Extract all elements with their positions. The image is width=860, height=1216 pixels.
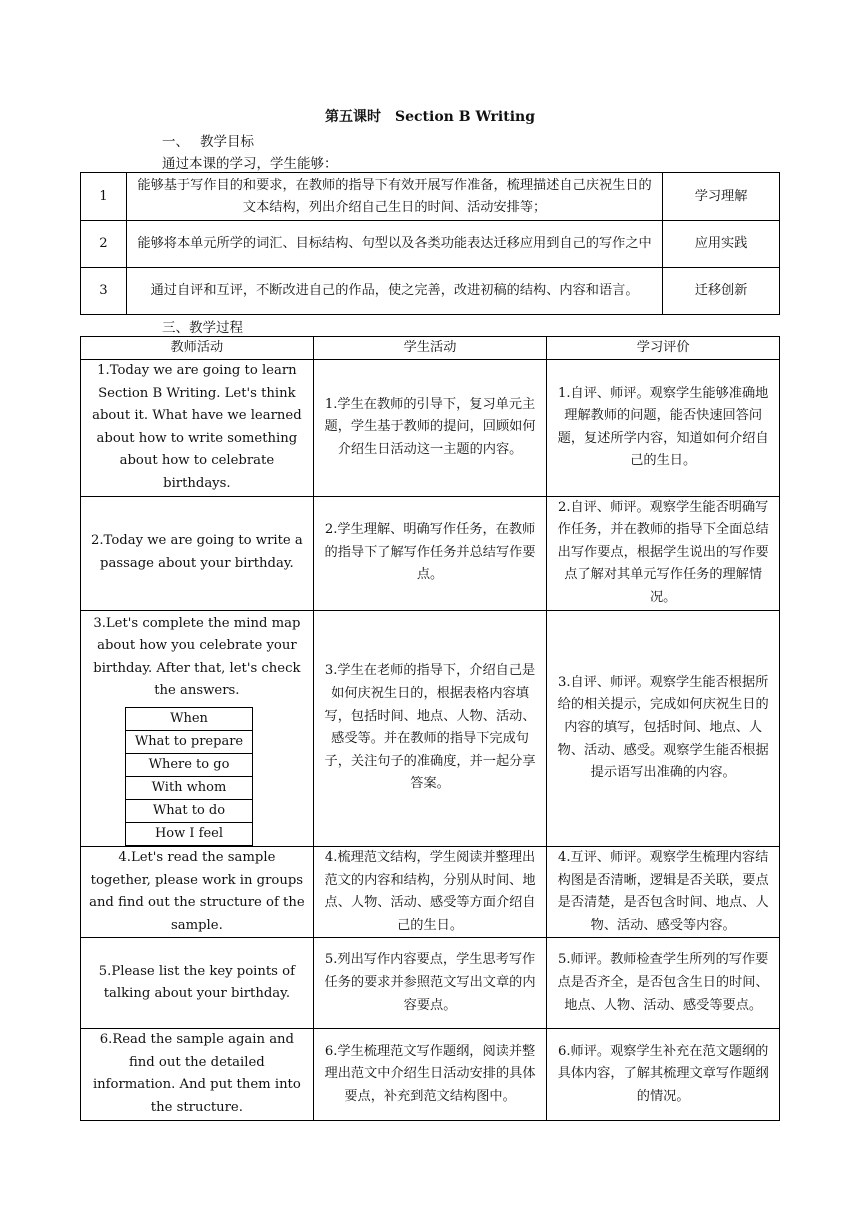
teacher-activity: 1.Today we are going to learn Section B Writing. Let's think about it. What have we learned about how to write something about how to celebrate birthdays. [81, 360, 314, 497]
section-number: 一、 [162, 134, 189, 150]
mind-map-row [126, 730, 253, 753]
goal-type: 应用实践 [663, 221, 780, 268]
goal-number: 2 [81, 221, 127, 268]
goals-table [80, 172, 780, 315]
learning-evaluation: 5.师评。教师检查学生所列的写作要点是否齐全，是否包含生日的时间、地点、人物、活动、感受等要点。 [547, 938, 780, 1029]
learning-evaluation: 4.互评、师评。观察学生梳理内容结构图是否清晰，逻辑是否关联，要点是否清楚，是否包含时间、地点、人物、活动、感受等内容。 [547, 846, 780, 937]
table-row [81, 1029, 780, 1120]
table-row [81, 846, 780, 937]
student-activity: 4.梳理范文结构，学生阅读并整理出范文的内容和结构，分别从时间、地点、人物、活动、感受等方面介绍自己的生日。 [313, 846, 547, 937]
teacher-activity [81, 610, 314, 846]
section-title: 教学目标 [200, 134, 254, 150]
table-row [81, 268, 780, 315]
mind-map-table [125, 707, 253, 846]
teacher-activity: 5.Please list the key points of talking about your birthday. [81, 938, 314, 1029]
goal-type: 迁移创新 [663, 268, 780, 315]
goal-type: 学习理解 [663, 173, 780, 221]
table-row [81, 938, 780, 1029]
student-activity: 3.学生在老师的指导下，介绍自己是如何庆祝生日的，根据表格内容填写，包括时间、地点、人物、活动、感受等。并在教师的指导下完成句子，关注句子的准确度，并一起分享答案。 [313, 610, 547, 846]
column-header: 学生活动 [313, 337, 547, 360]
table-row [81, 610, 780, 846]
table-row [81, 221, 780, 268]
table-row [81, 496, 780, 610]
table-row [81, 173, 780, 221]
mind-map-item: What to prepare [126, 730, 253, 753]
goal-text: 能够将本单元所学的词汇、目标结构、句型以及各类功能表达迁移应用到自己的写作之中 [126, 221, 662, 268]
mind-map-row [126, 799, 253, 822]
learning-evaluation: 3.自评、师评。观察学生能否根据所给的相关提示，完成如何庆祝生日的内容的填写，包括时间、地点、人物、活动、感受。观察学生能否根据提示语写出准确的内容。 [547, 610, 780, 846]
learning-evaluation: 6.师评。观察学生补充在范文题纲的具体内容，了解其梳理文章写作题纲的情况。 [547, 1029, 780, 1120]
table-header-row [81, 337, 780, 360]
process-table [80, 336, 780, 1121]
goal-text: 能够基于写作目的和要求，在教师的指导下有效开展写作准备，梳理描述自己庆祝生日的文本结构，列出介绍自己生日的时间、活动安排等； [126, 173, 662, 221]
mind-map-row [126, 753, 253, 776]
intro-text: 通过本课的学习，学生能够： [162, 156, 338, 172]
page-title: 第五课时 Section B Writing [325, 109, 535, 125]
learning-evaluation: 1.自评、师评。观察学生能够准确地理解教师的问题，能否快速回答问题，复述所学内容，知道如何介绍自己的生日。 [547, 360, 780, 497]
teacher-activity: 2.Today we are going to write a passage about your birthday. [81, 496, 314, 610]
section-heading-goals [162, 130, 254, 150]
mind-map-row [126, 776, 253, 799]
table-row [81, 360, 780, 497]
goal-text: 通过自评和互评，不断改进自己的作品，使之完善，改进初稿的结构、内容和语言。 [126, 268, 662, 315]
goal-number: 1 [81, 173, 127, 221]
goal-number: 3 [81, 268, 127, 315]
learning-evaluation: 2.自评、师评。观察学生能否明确写作任务，并在教师的指导下全面总结出写作要点，根据学生说出的写作要点了解对其单元写作任务的理解情况。 [547, 496, 780, 610]
mind-map-item: How I feel [126, 822, 253, 845]
teacher-activity: 6.Read the sample again and find out the detailed information. And put them into the structure. [81, 1029, 314, 1120]
mind-map-item: When [126, 707, 253, 730]
student-activity: 1.学生在教师的引导下，复习单元主题，学生基于教师的提问，回顾如何介绍生日活动这一主题的内容。 [313, 360, 547, 497]
mind-map-row [126, 707, 253, 730]
teacher-activity-text: 3.Let's complete the mind map about how you celebrate your birthday. After that, let's check the answers. [93, 615, 301, 699]
mind-map-row [126, 822, 253, 845]
mind-map-item: What to do [126, 799, 253, 822]
column-header: 学习评价 [547, 337, 780, 360]
teacher-activity: 4.Let's read the sample together, please work in groups and find out the structure of the sample. [81, 846, 314, 937]
student-activity: 2.学生理解、明确写作任务，在教师的指导下了解写作任务并总结写作要点。 [313, 496, 547, 610]
mind-map-item: With whom [126, 776, 253, 799]
section-heading-process: 三、教学过程 [162, 320, 243, 336]
student-activity: 6.学生梳理范文写作题纲，阅读并整理出范文中介绍生日活动安排的具体要点，补充到范文结构图中。 [313, 1029, 547, 1120]
student-activity: 5.列出写作内容要点，学生思考写作任务的要求并参照范文写出文章的内容要点。 [313, 938, 547, 1029]
column-header: 教师活动 [81, 337, 314, 360]
mind-map-item: Where to go [126, 753, 253, 776]
